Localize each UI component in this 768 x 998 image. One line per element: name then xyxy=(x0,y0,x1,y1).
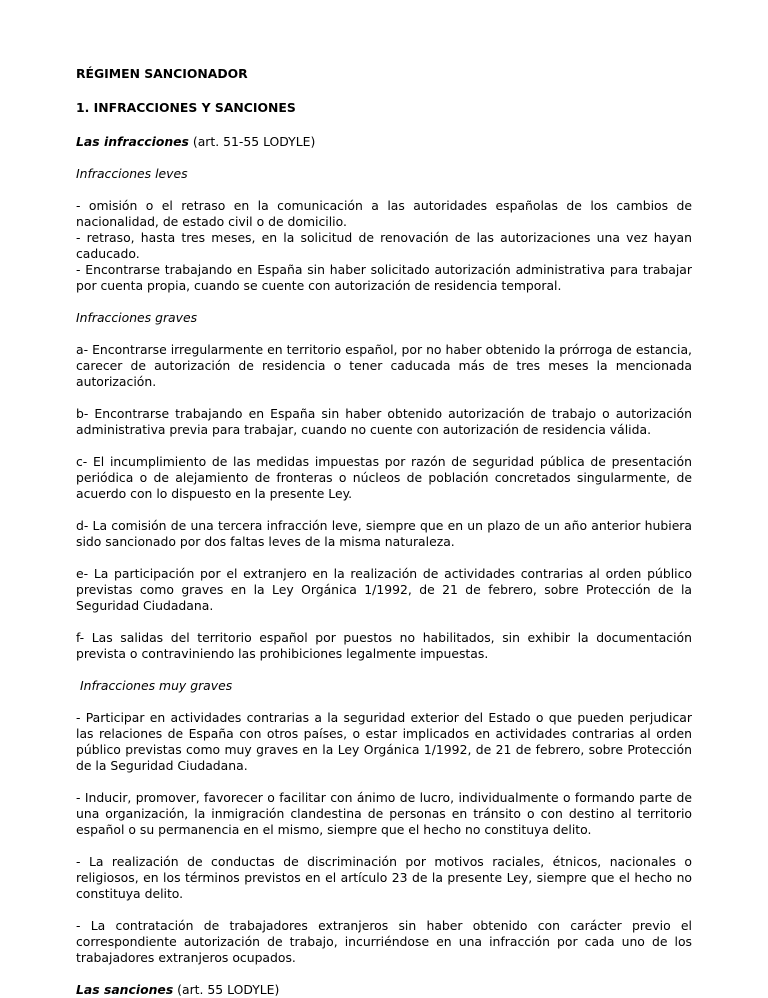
muy-graves-item: - Inducir, promover, favorecer o facilitar con ánimo de lucro, individualmente o formando parte de una organización, la inmigración clandestina de personas en tránsito o con destino al territorio español o su permanencia en el mismo, siempre que el hecho no constituya delito. xyxy=(76,790,692,837)
leves-item: - retraso, hasta tres meses, en la solicitud de renovación de las autorizaciones una vez hayan caducado. xyxy=(76,230,692,261)
sanciones-heading-ref: (art. 55 LODYLE) xyxy=(173,982,280,997)
muy-graves-title: Infracciones muy graves xyxy=(76,678,233,693)
muy-graves-item: - La contratación de trabajadores extranjeros sin haber obtenido con carácter previo el correspondiente autorización de trabajo, incurriéndose en una infracción por cada uno de los trabajadores extranjeros ocupados. xyxy=(76,918,692,965)
graves-item: f- Las salidas del territorio español por puestos no habilitados, sin exhibir la documentación prevista o contraviniendo las prohibiciones legalmente impuestas. xyxy=(76,630,692,661)
leves-item: - Encontrarse trabajando en España sin haber solicitado autorización administrativa para trabajar por cuenta propia, cuando se cuente con autorización de residencia temporal. xyxy=(76,262,692,293)
graves-item: e- La participación por el extranjero en la realización de actividades contrarias al orden público previstas como graves en la Ley Orgánica 1/1992, de 21 de febrero, sobre Protección de la Seguridad Ciudadana. xyxy=(76,566,692,613)
sanciones-heading xyxy=(76,982,692,998)
section-title: 1. INFRACCIONES Y SANCIONES xyxy=(76,100,296,115)
infracciones-heading-strong: Las infracciones xyxy=(76,134,189,149)
leves-title: Infracciones leves xyxy=(76,166,188,181)
infracciones-heading-ref: (art. 51-55 LODYLE) xyxy=(188,134,316,149)
graves-title: Infracciones graves xyxy=(76,310,198,325)
muy-graves-item: - Participar en actividades contrarias a la seguridad exterior del Estado o que pueden perjudicar las relaciones de España con otros países, o estar implicados en actividades contrarias al orden público previstas como muy graves en la Ley Orgánica 1/1992, de 21 de febrero, sobre Protección de la Seguridad Ciudadana. xyxy=(76,710,692,773)
document-title: RÉGIMEN SANCIONADOR xyxy=(76,66,248,81)
sanciones-heading-strong: Las sanciones xyxy=(76,982,174,997)
muy-graves-item: - La realización de conductas de discriminación por motivos raciales, étnicos, nacionales o religiosos, en los términos previstos en el artículo 23 de la presente Ley, siempre que el hecho no constituya delito. xyxy=(76,854,692,901)
leves-list xyxy=(76,198,692,294)
leves-item: - omisión o el retraso en la comunicación a las autoridades españolas de los cambios de nacionalidad, de estado civil o de domicilio. xyxy=(76,198,692,229)
graves-item: b- Encontrarse trabajando en España sin haber obtenido autorización de trabajo o autorización administrativa previa para trabajar, cuando no cuente con autorización de residencia válida. xyxy=(76,406,692,437)
infracciones-heading xyxy=(76,134,692,150)
graves-item: c- El incumplimiento de las medidas impuestas por razón de seguridad pública de presentación periódica o de alejamiento de fronteras o núcleos de población concretados singularmente, de acuerdo con lo dispuesto en la presente Ley. xyxy=(76,454,692,501)
graves-item: a- Encontrarse irregularmente en territorio español, por no haber obtenido la prórroga de estancia, carecer de autorización de residencia o tener caducada más de tres meses la mencionada autorización. xyxy=(76,342,692,389)
graves-item: d- La comisión de una tercera infracción leve, siempre que en un plazo de un año anterior hubiera sido sancionado por dos faltas leves de la misma naturaleza. xyxy=(76,518,692,549)
